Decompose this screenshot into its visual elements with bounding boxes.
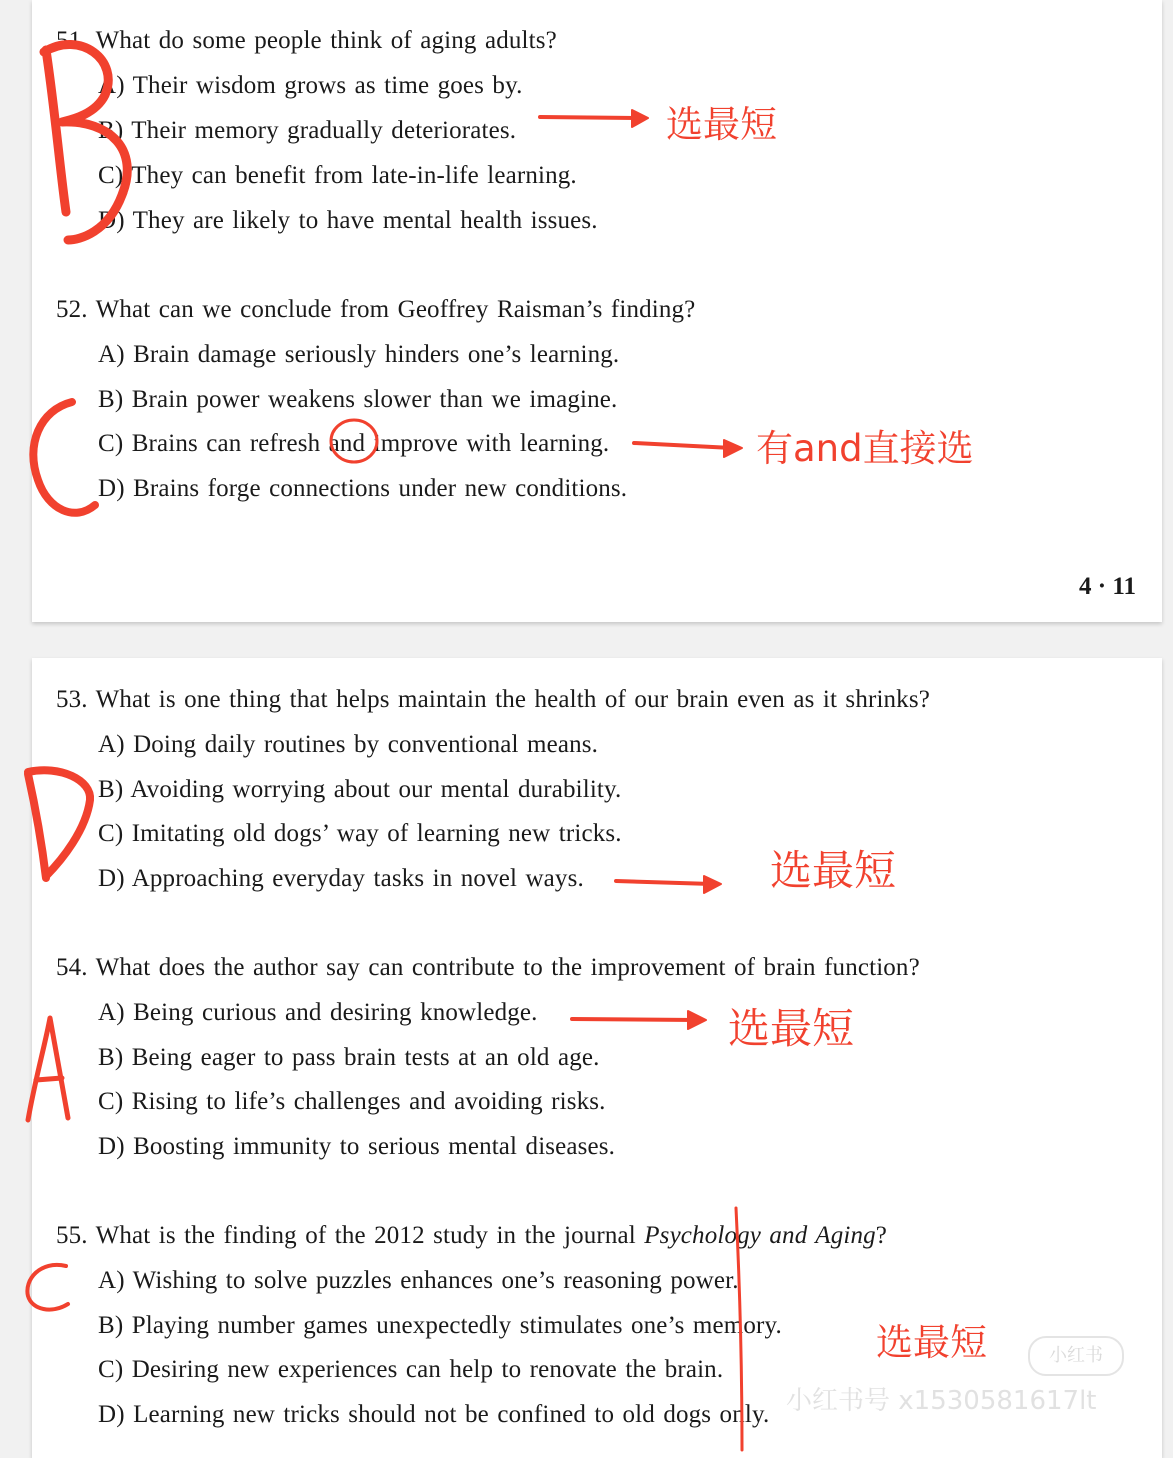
xiaohongshu-badge: 小红书 xyxy=(1028,1336,1124,1376)
question-55-stem-prefix: 55. What is the finding of the 2012 study in the journal xyxy=(56,1222,645,1249)
note-55: 选最短 xyxy=(876,1321,987,1364)
question-51-option-a: A) Their wisdom grows as time goes by. xyxy=(98,72,523,99)
note-54: 选最短 xyxy=(728,1004,855,1053)
question-54-option-d: D) Boosting immunity to serious mental diseases. xyxy=(98,1133,616,1160)
question-53-option-d: D) Approaching everyday tasks in novel ways. xyxy=(98,865,584,892)
question-54-stem: 54. What does the author say can contribute to the improvement of brain function? xyxy=(56,954,920,981)
question-54-option-a: A) Being curious and desiring knowledge. xyxy=(98,999,538,1026)
question-55-option-b: B) Playing number games unexpectedly stimulates one’s memory. xyxy=(98,1312,782,1339)
question-55-option-c: C) Desiring new experiences can help to renovate the brain. xyxy=(98,1356,724,1383)
question-54-option-b: B) Being eager to pass brain tests at an old age. xyxy=(98,1044,600,1071)
page-number: 4 · 11 xyxy=(1079,573,1136,600)
question-54-option-c: C) Rising to life’s challenges and avoiding risks. xyxy=(98,1088,606,1115)
question-52-stem: 52. What can we conclude from Geoffrey Raisman’s finding? xyxy=(56,296,696,323)
question-55-stem-suffix: ? xyxy=(875,1222,888,1249)
exam-page-1 xyxy=(32,0,1162,622)
question-55-stem xyxy=(56,1223,887,1248)
question-51-stem: 51. What do some people think of aging adults? xyxy=(56,27,557,54)
question-52-option-b: B) Brain power weakens slower than we imagine. xyxy=(98,386,618,413)
question-55-option-d: D) Learning new tricks should not be confined to old dogs only. xyxy=(98,1401,770,1428)
journal-title: Psychology and Aging xyxy=(644,1222,876,1249)
question-53-option-c: C) Imitating old dogs’ way of learning new tricks. xyxy=(98,820,622,847)
question-51-option-c: C) They can benefit from late-in-life learning. xyxy=(98,162,577,189)
question-53-option-a: A) Doing daily routines by conventional means. xyxy=(98,731,599,758)
question-53-stem: 53. What is one thing that helps maintain the health of our brain even as it shrinks? xyxy=(56,686,930,713)
xiaohongshu-id-watermark: 小红书号 x1530581617lt xyxy=(786,1386,1097,1416)
question-51-option-b: B) Their memory gradually deteriorates. xyxy=(98,117,517,144)
question-52-option-a: A) Brain damage seriously hinders one’s learning. xyxy=(98,341,620,368)
note-53: 选最短 xyxy=(770,846,897,895)
question-55-option-a: A) Wishing to solve puzzles enhances one’s reasoning power. xyxy=(98,1267,739,1294)
question-51-option-d: D) They are likely to have mental health issues. xyxy=(98,207,598,234)
question-52-option-d: D) Brains forge connections under new conditions. xyxy=(98,475,628,502)
note-51: 选最短 xyxy=(666,103,777,146)
exam-page-2 xyxy=(32,658,1162,1458)
question-52-option-c: C) Brains can refresh and improve with learning. xyxy=(98,430,610,457)
question-53-option-b: B) Avoiding worrying about our mental durability. xyxy=(98,776,622,803)
note-52: 有and直接选 xyxy=(756,427,974,470)
